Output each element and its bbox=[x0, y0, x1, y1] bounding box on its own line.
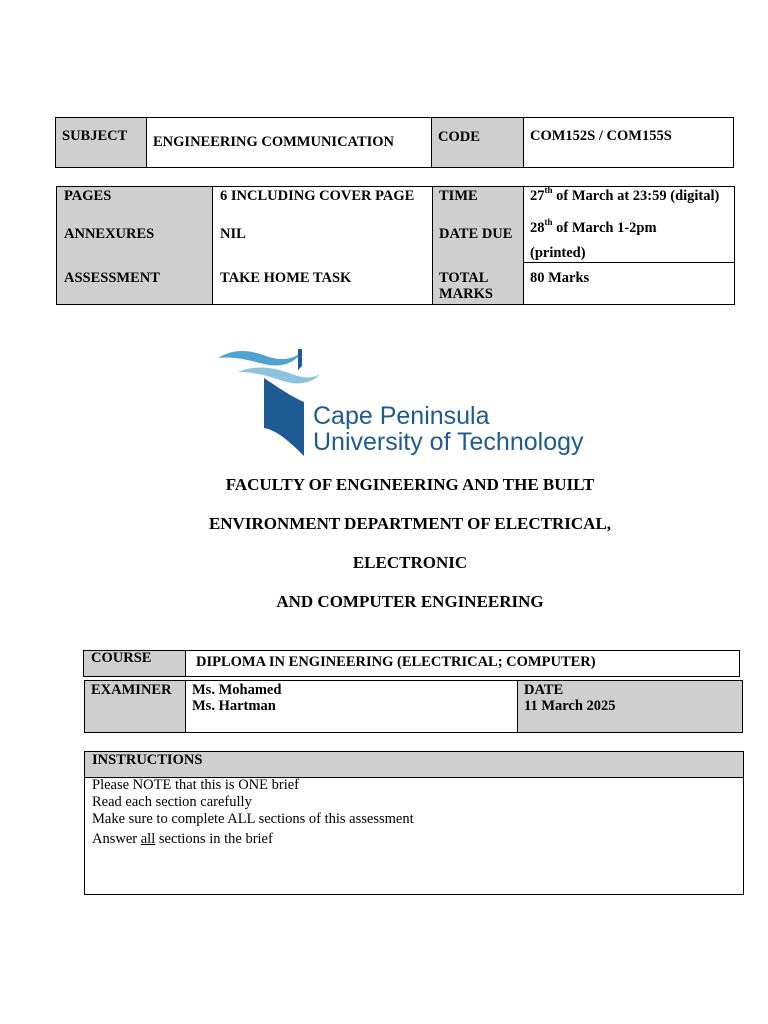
pages-label: PAGES bbox=[64, 188, 112, 204]
printed-due-date: 28th of March 1-2pm bbox=[530, 217, 657, 236]
subject-label: SUBJECT bbox=[62, 128, 128, 144]
pages-value: 6 INCLUDING COVER PAGE bbox=[220, 188, 415, 204]
faculty-line-3: ELECTRONIC bbox=[352, 553, 468, 572]
course-label: COURSE bbox=[91, 650, 152, 666]
date-due-label: DATE DUE bbox=[439, 226, 513, 242]
total-marks-value: 80 Marks bbox=[530, 270, 590, 286]
instruction-line-3: Make sure to complete ALL sections of this assessment bbox=[92, 811, 414, 827]
instructions-title: INSTRUCTIONS bbox=[92, 752, 203, 768]
code-label: CODE bbox=[438, 129, 480, 145]
marks-label: MARKS bbox=[439, 286, 493, 302]
examiner-2: Ms. Hartman bbox=[192, 698, 276, 714]
instruction-line-4: Answer all sections in the brief bbox=[92, 831, 273, 847]
time-label: TIME bbox=[439, 188, 478, 204]
subject-value: ENGINEERING COMMUNICATION bbox=[153, 134, 395, 150]
printed-note: (printed) bbox=[530, 245, 586, 261]
code-value: COM152S / COM155S bbox=[530, 128, 672, 144]
course-value: DIPLOMA IN ENGINEERING (ELECTRICAL; COMPUTER) bbox=[196, 654, 596, 670]
logo-line-1: Cape Peninsula bbox=[313, 402, 490, 430]
cput-logo-icon bbox=[216, 346, 326, 458]
details-row-divider bbox=[523, 262, 735, 263]
total-label: TOTAL bbox=[439, 270, 489, 286]
assessment-value: TAKE HOME TASK bbox=[220, 270, 352, 286]
annexures-label: ANNEXURES bbox=[64, 226, 155, 242]
date-label: DATE bbox=[524, 682, 564, 698]
date-value: 11 March 2025 bbox=[524, 698, 616, 714]
examiner-label: EXAMINER bbox=[91, 682, 172, 698]
faculty-line-4: AND COMPUTER ENGINEERING bbox=[276, 592, 544, 611]
digital-due-date: 27th of March at 23:59 (digital) bbox=[530, 185, 720, 204]
assessment-label: ASSESSMENT bbox=[64, 270, 160, 286]
instruction-line-1: Please NOTE that this is ONE brief bbox=[92, 777, 299, 793]
faculty-line-1: FACULTY OF ENGINEERING AND THE BUILT bbox=[225, 475, 595, 494]
examiner-1: Ms. Mohamed bbox=[192, 682, 282, 698]
logo-line-2: University of Technology bbox=[313, 428, 584, 456]
annexures-value: NIL bbox=[220, 226, 246, 242]
instruction-line-2: Read each section carefully bbox=[92, 794, 252, 810]
faculty-line-2: ENVIRONMENT DEPARTMENT OF ELECTRICAL, bbox=[208, 514, 612, 533]
